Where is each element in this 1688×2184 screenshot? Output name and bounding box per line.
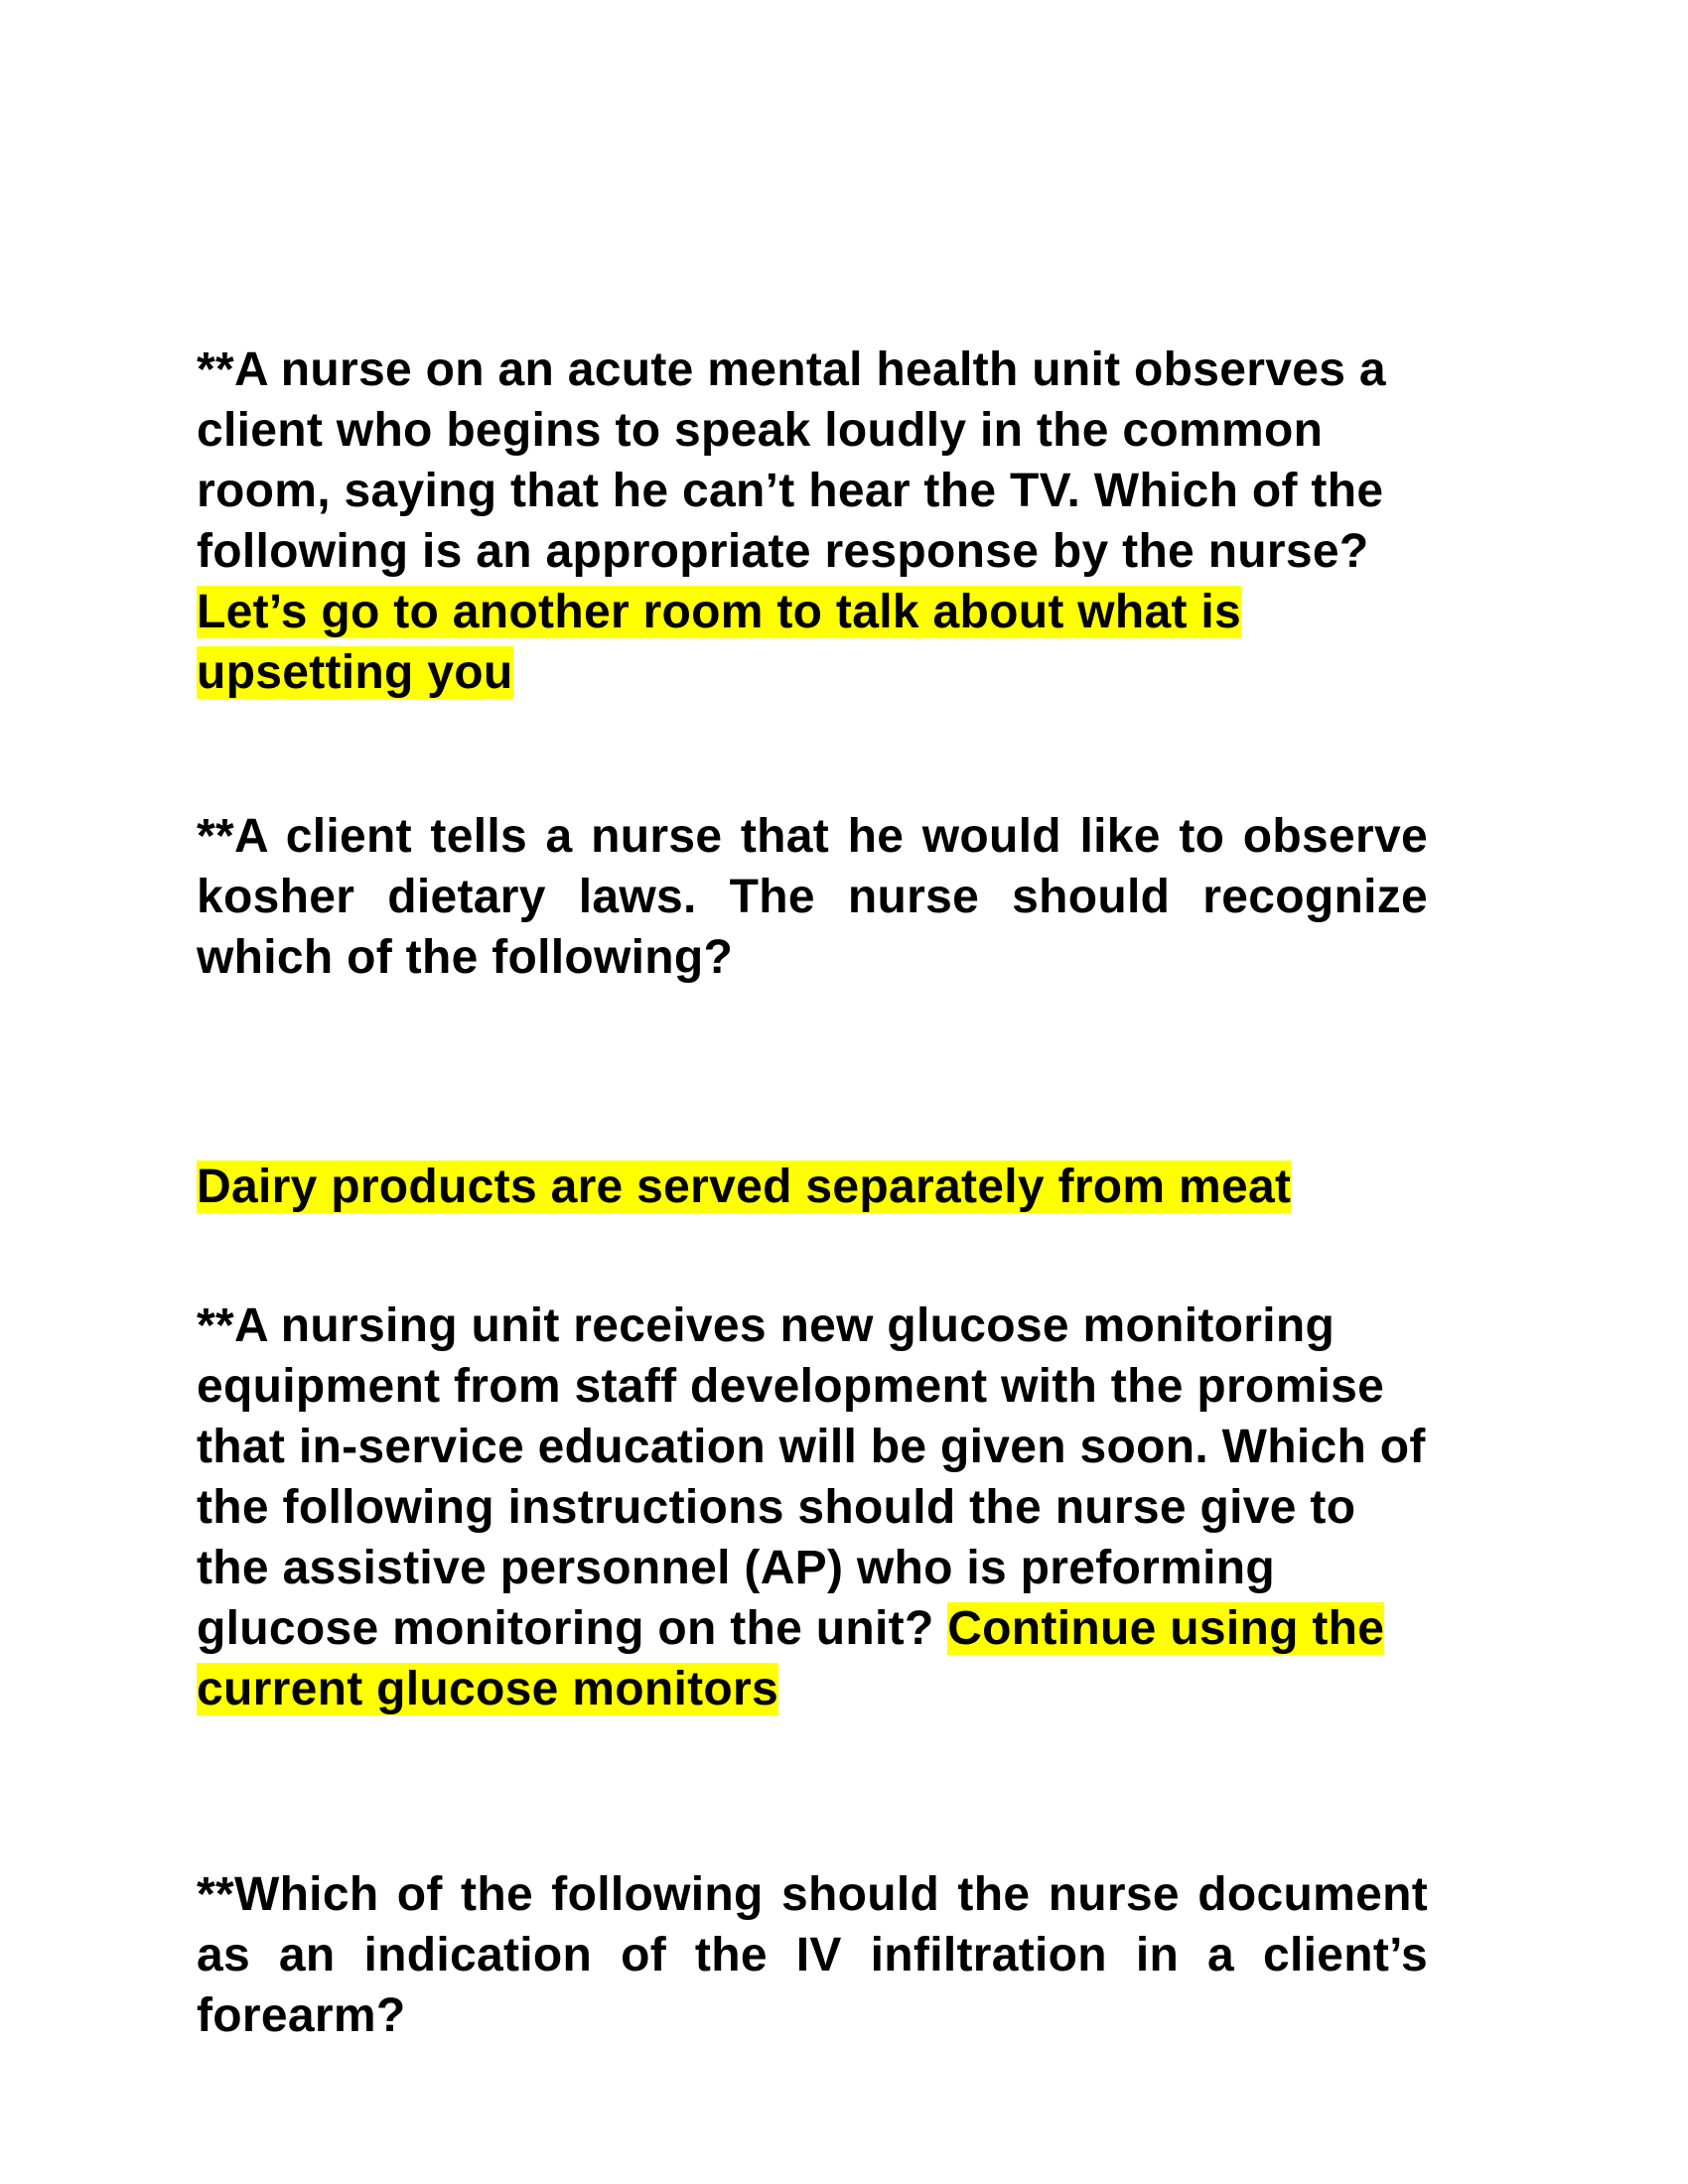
question-2-text: **A client tells a nurse that he would like to observe kosher dietary laws. The nurse should recognize which of the following? [197, 810, 1428, 984]
answer-2 [197, 1157, 1428, 1217]
question-2 [197, 806, 1428, 988]
question-3 [197, 1296, 1428, 1719]
question-4 [197, 1864, 1428, 2046]
answer-1-highlight: Let’s go to another room to talk about what is upsetting you [197, 586, 1242, 699]
question-1 [197, 340, 1428, 703]
question-1-text: **A nurse on an acute mental health unit observes a client who begins to speak loudly in the common room, saying that he can’t hear the TV. Which of the following is an appropriate response by the nurse? [197, 343, 1386, 578]
answer-3-highlight: Continue using the current glucose monitors [197, 1602, 1385, 1715]
answer-2-highlight: Dairy products are served separately from meat [197, 1160, 1292, 1213]
question-4-text: **Which of the following should the nurse document as an indication of the IV infiltration in a client’s forearm? [197, 1868, 1428, 2042]
question-3-text: **A nursing unit receives new glucose monitoring equipment from staff development with the promise that in-service education will be given soon. Which of the following instructions should the nurse give to the assistive personnel (AP) who is preforming glucose monitoring on the unit? [197, 1299, 1426, 1655]
